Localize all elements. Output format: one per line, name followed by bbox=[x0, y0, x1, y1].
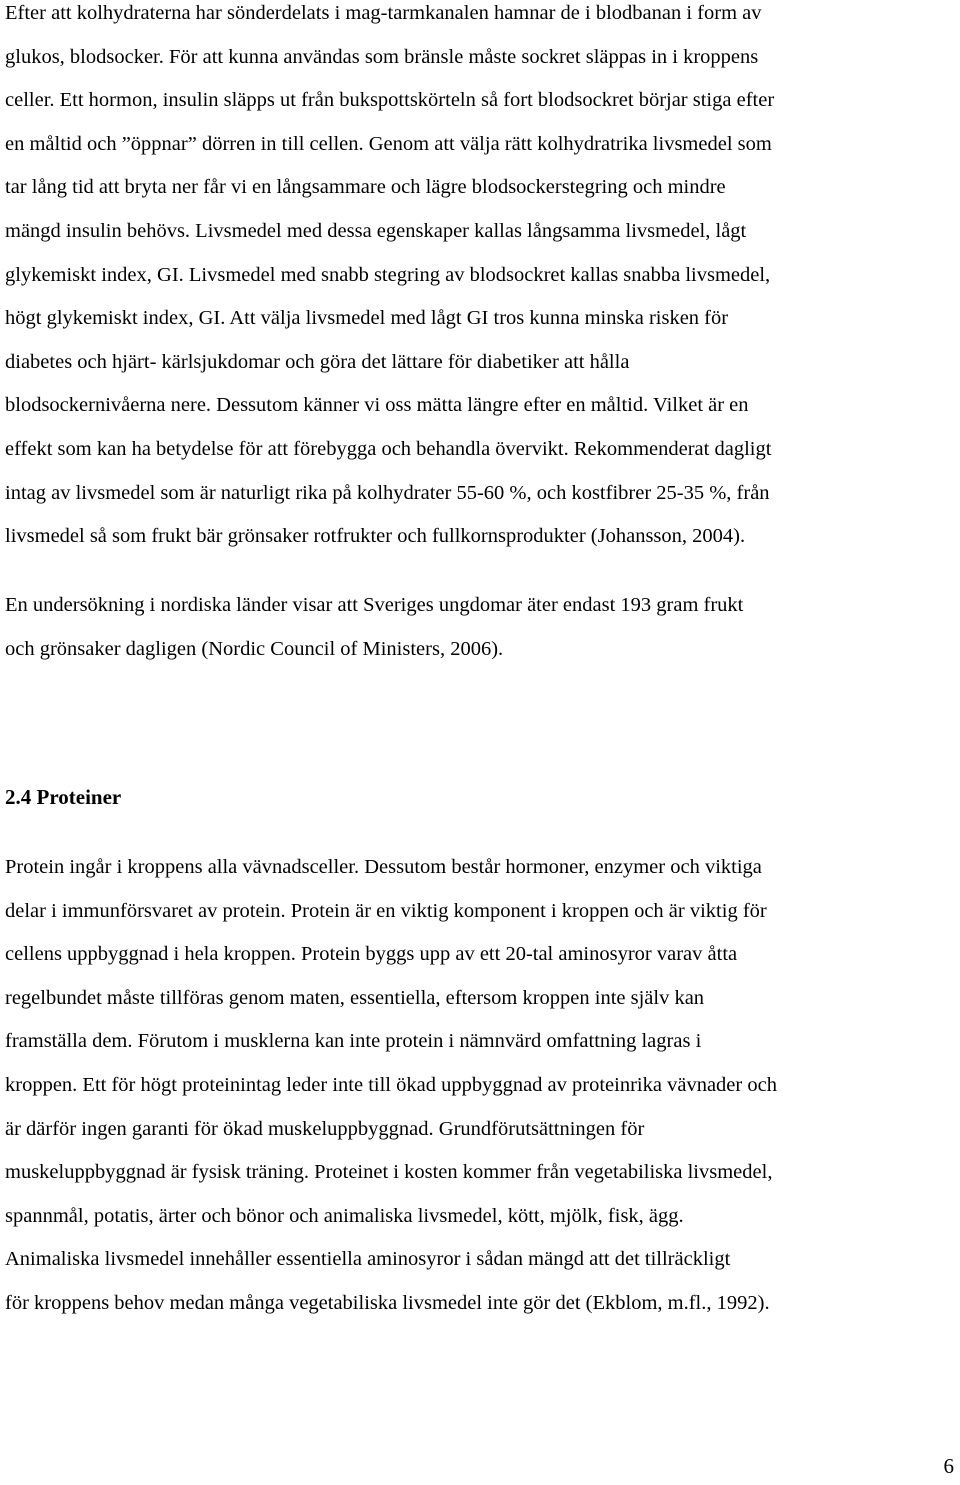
paragraph-carbohydrates: Efter att kolhydraterna har sönderdelats i mag-tarmkanalen hamnar de i blodbanan i form av glukos, blodsocker. För att kunna användas som bränsle måste sockret släppas in i kroppens celler. Ett hormon, insulin släpps ut från bukspottskörteln så fort blodsockret börjar stiga efter en måltid och ”öppnar” dörren in till cellen. Genom att välja rätt kolhydratrika livsmedel som tar lång tid att bryta ner får vi en långsammare och lägre blodsockerstegring och mindre mängd insulin behövs. Livsmedel med dessa egenskaper kallas långsamma livsmedel, lågt glykemiskt index, GI. Livsmedel med snabb stegring av blodsockret kallas snabba livsmedel, högt glykemiskt index, GI. Att välja livsmedel med lågt GI tros kunna minska risken för diabetes och hjärt- kärlsjukdomar och göra det lättare för diabetiker att hålla blodsockernivåerna nere. Dessutom känner vi oss mätta längre efter en måltid. Vilket är en effekt som kan ha betydelse för att förebygga och behandla övervikt. Rekommenderat dagligt intag av livsmedel som är naturligt rika på kolhydrater 55-60 %, och kostfibrer 25-35 %, från livsmedel så som frukt bär grönsaker rotfrukter och fullkornsprodukter (Johansson, 2004). bbox=[5, 2, 775, 548]
section-heading-proteins: 2.4 Proteiner bbox=[5, 785, 122, 809]
page-number: 6 bbox=[943, 1454, 954, 1478]
paragraph-protein: Protein ingår i kroppens alla vävnadsceller. Dessutom består hormoner, enzymer och viktiga delar i immunförsvaret av protein. Protein är en viktig komponent i kroppen och är viktig för cellens uppbyggnad i hela kroppen. Protein byggs upp av ett 20-tal aminosyror varav åtta regelbundet måste tillföras genom maten, essentiella, eftersom kroppen inte själv kan framställa dem. Förutom i musklerna kan inte protein i nämnvärd omfattning lagras i kroppen. Ett för högt proteinintag leder inte till ökad uppbyggnad av proteinrika vävnader och är därför ingen garanti för ökad muskeluppbyggnad. Grundförutsättningen för muskeluppbyggnad är fysisk träning. Proteinet i kosten kommer från vegetabiliska livsmedel, spannmål, potatis, ärter och bönor och animaliska livsmedel, kött, mjölk, fisk, ägg. Animaliska livsmedel innehåller essentiella aminosyror i sådan mängd att det tillräckligt för kroppens behov medan många vegetabiliska livsmedel inte gör det (Ekblom, m.fl., 1992). bbox=[5, 856, 777, 1314]
paragraph-survey: En undersökning i nordiska länder visar att Sveriges ungdomar äter endast 193 gram frukt och grönsaker dagligen (Nordic Council of Ministers, 2006). bbox=[5, 594, 744, 660]
